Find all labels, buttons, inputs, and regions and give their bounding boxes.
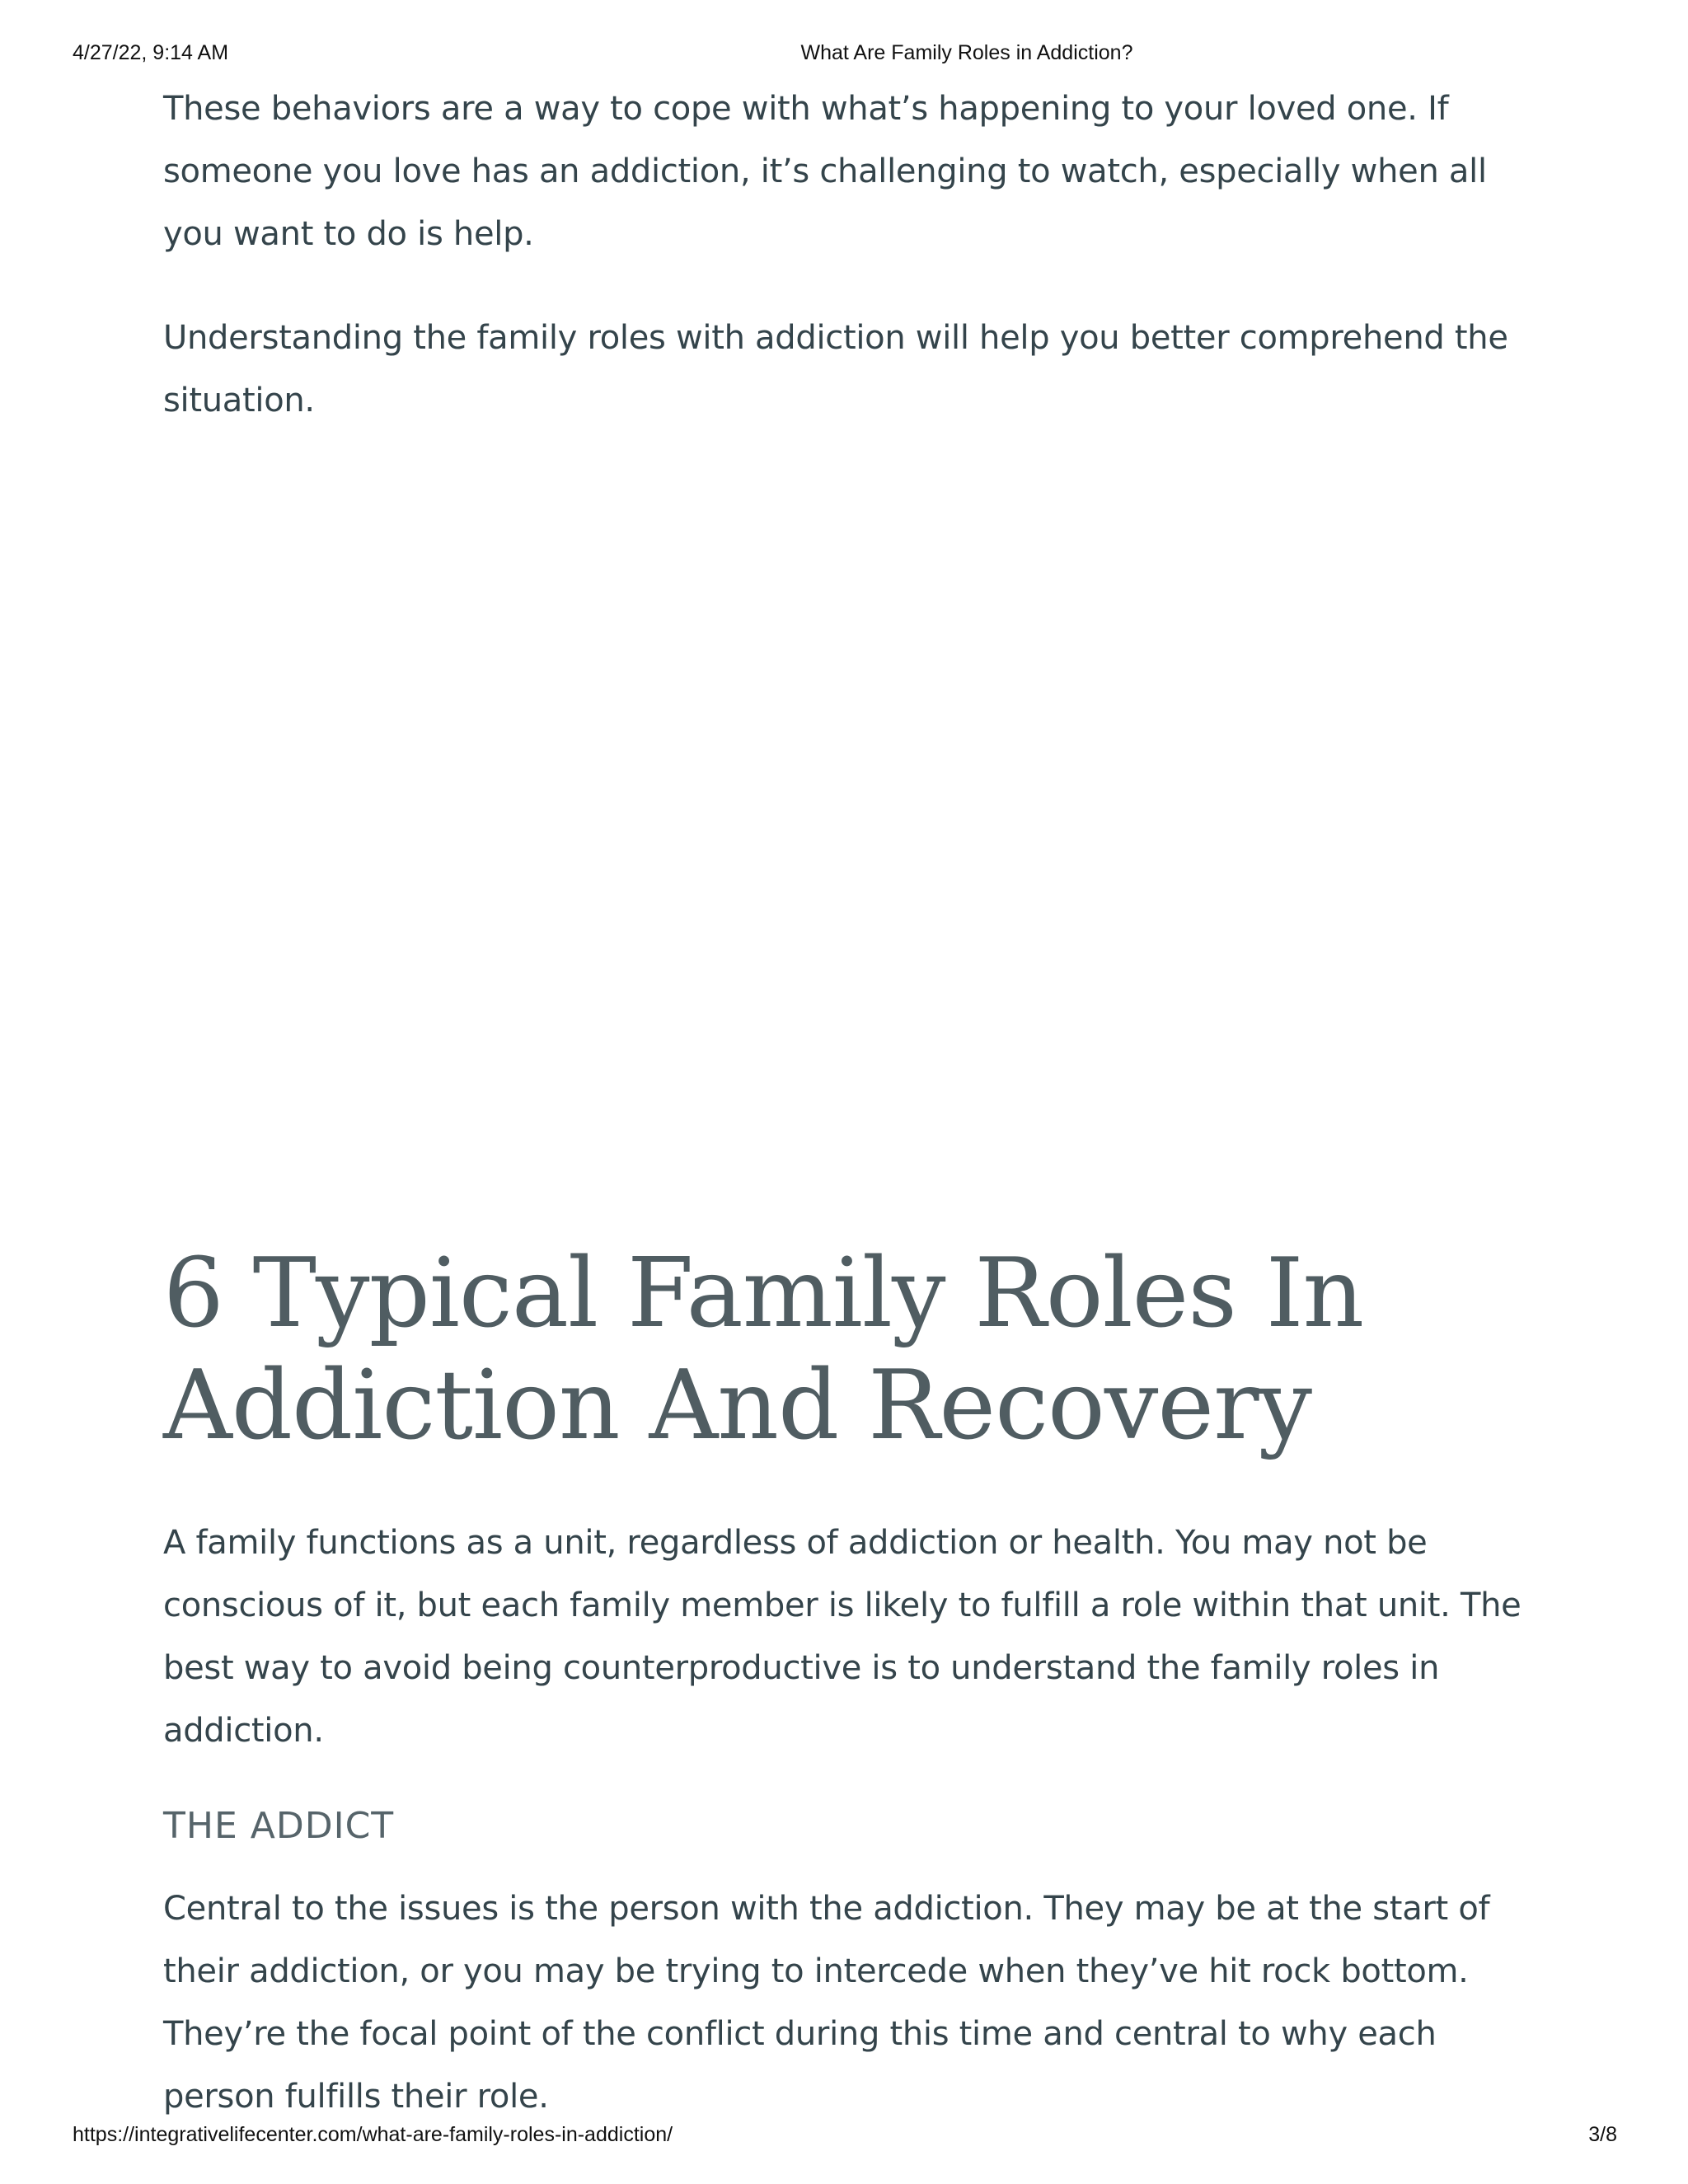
article-paragraph: These behaviors are a way to cope with what’s happening to your loved one. If someone you love has an addiction, it’s challenging to watch, especially when all you want to do is help.: [163, 90, 1487, 253]
print-page-number: 3/8: [1588, 2123, 1617, 2146]
section-heading: 6 Typical Family Roles In Addiction And Recovery: [163, 1238, 1364, 1461]
print-url: https://integrativelifecenter.com/what-are-family-roles-in-addiction/: [73, 2123, 673, 2146]
print-footer: [0, 2123, 1688, 2149]
article-paragraph: Central to the issues is the person with the addiction. They may be at the start of their addiction, or you may be trying to intercede when they’ve hit rock bottom. They’re the focal point of the conflict during this time and central to why each person fulfills their role.: [163, 1890, 1490, 2116]
print-page-title: What Are Family Roles in Addiction?: [800, 41, 1133, 64]
print-datetime: 4/27/22, 9:14 AM: [73, 41, 229, 64]
article-paragraph: Understanding the family roles with addiction will help you better comprehend the situation.: [163, 319, 1508, 419]
subsection-heading: THE ADDICT: [163, 1805, 395, 1847]
print-header: [0, 41, 1688, 68]
article-paragraph: A family functions as a unit, regardless of addiction or health. You may not be conscious of it, but each family member is likely to fulfill a role within that unit. The best way to avoid being counterproductive is to understand the family roles in addiction.: [163, 1524, 1522, 1750]
